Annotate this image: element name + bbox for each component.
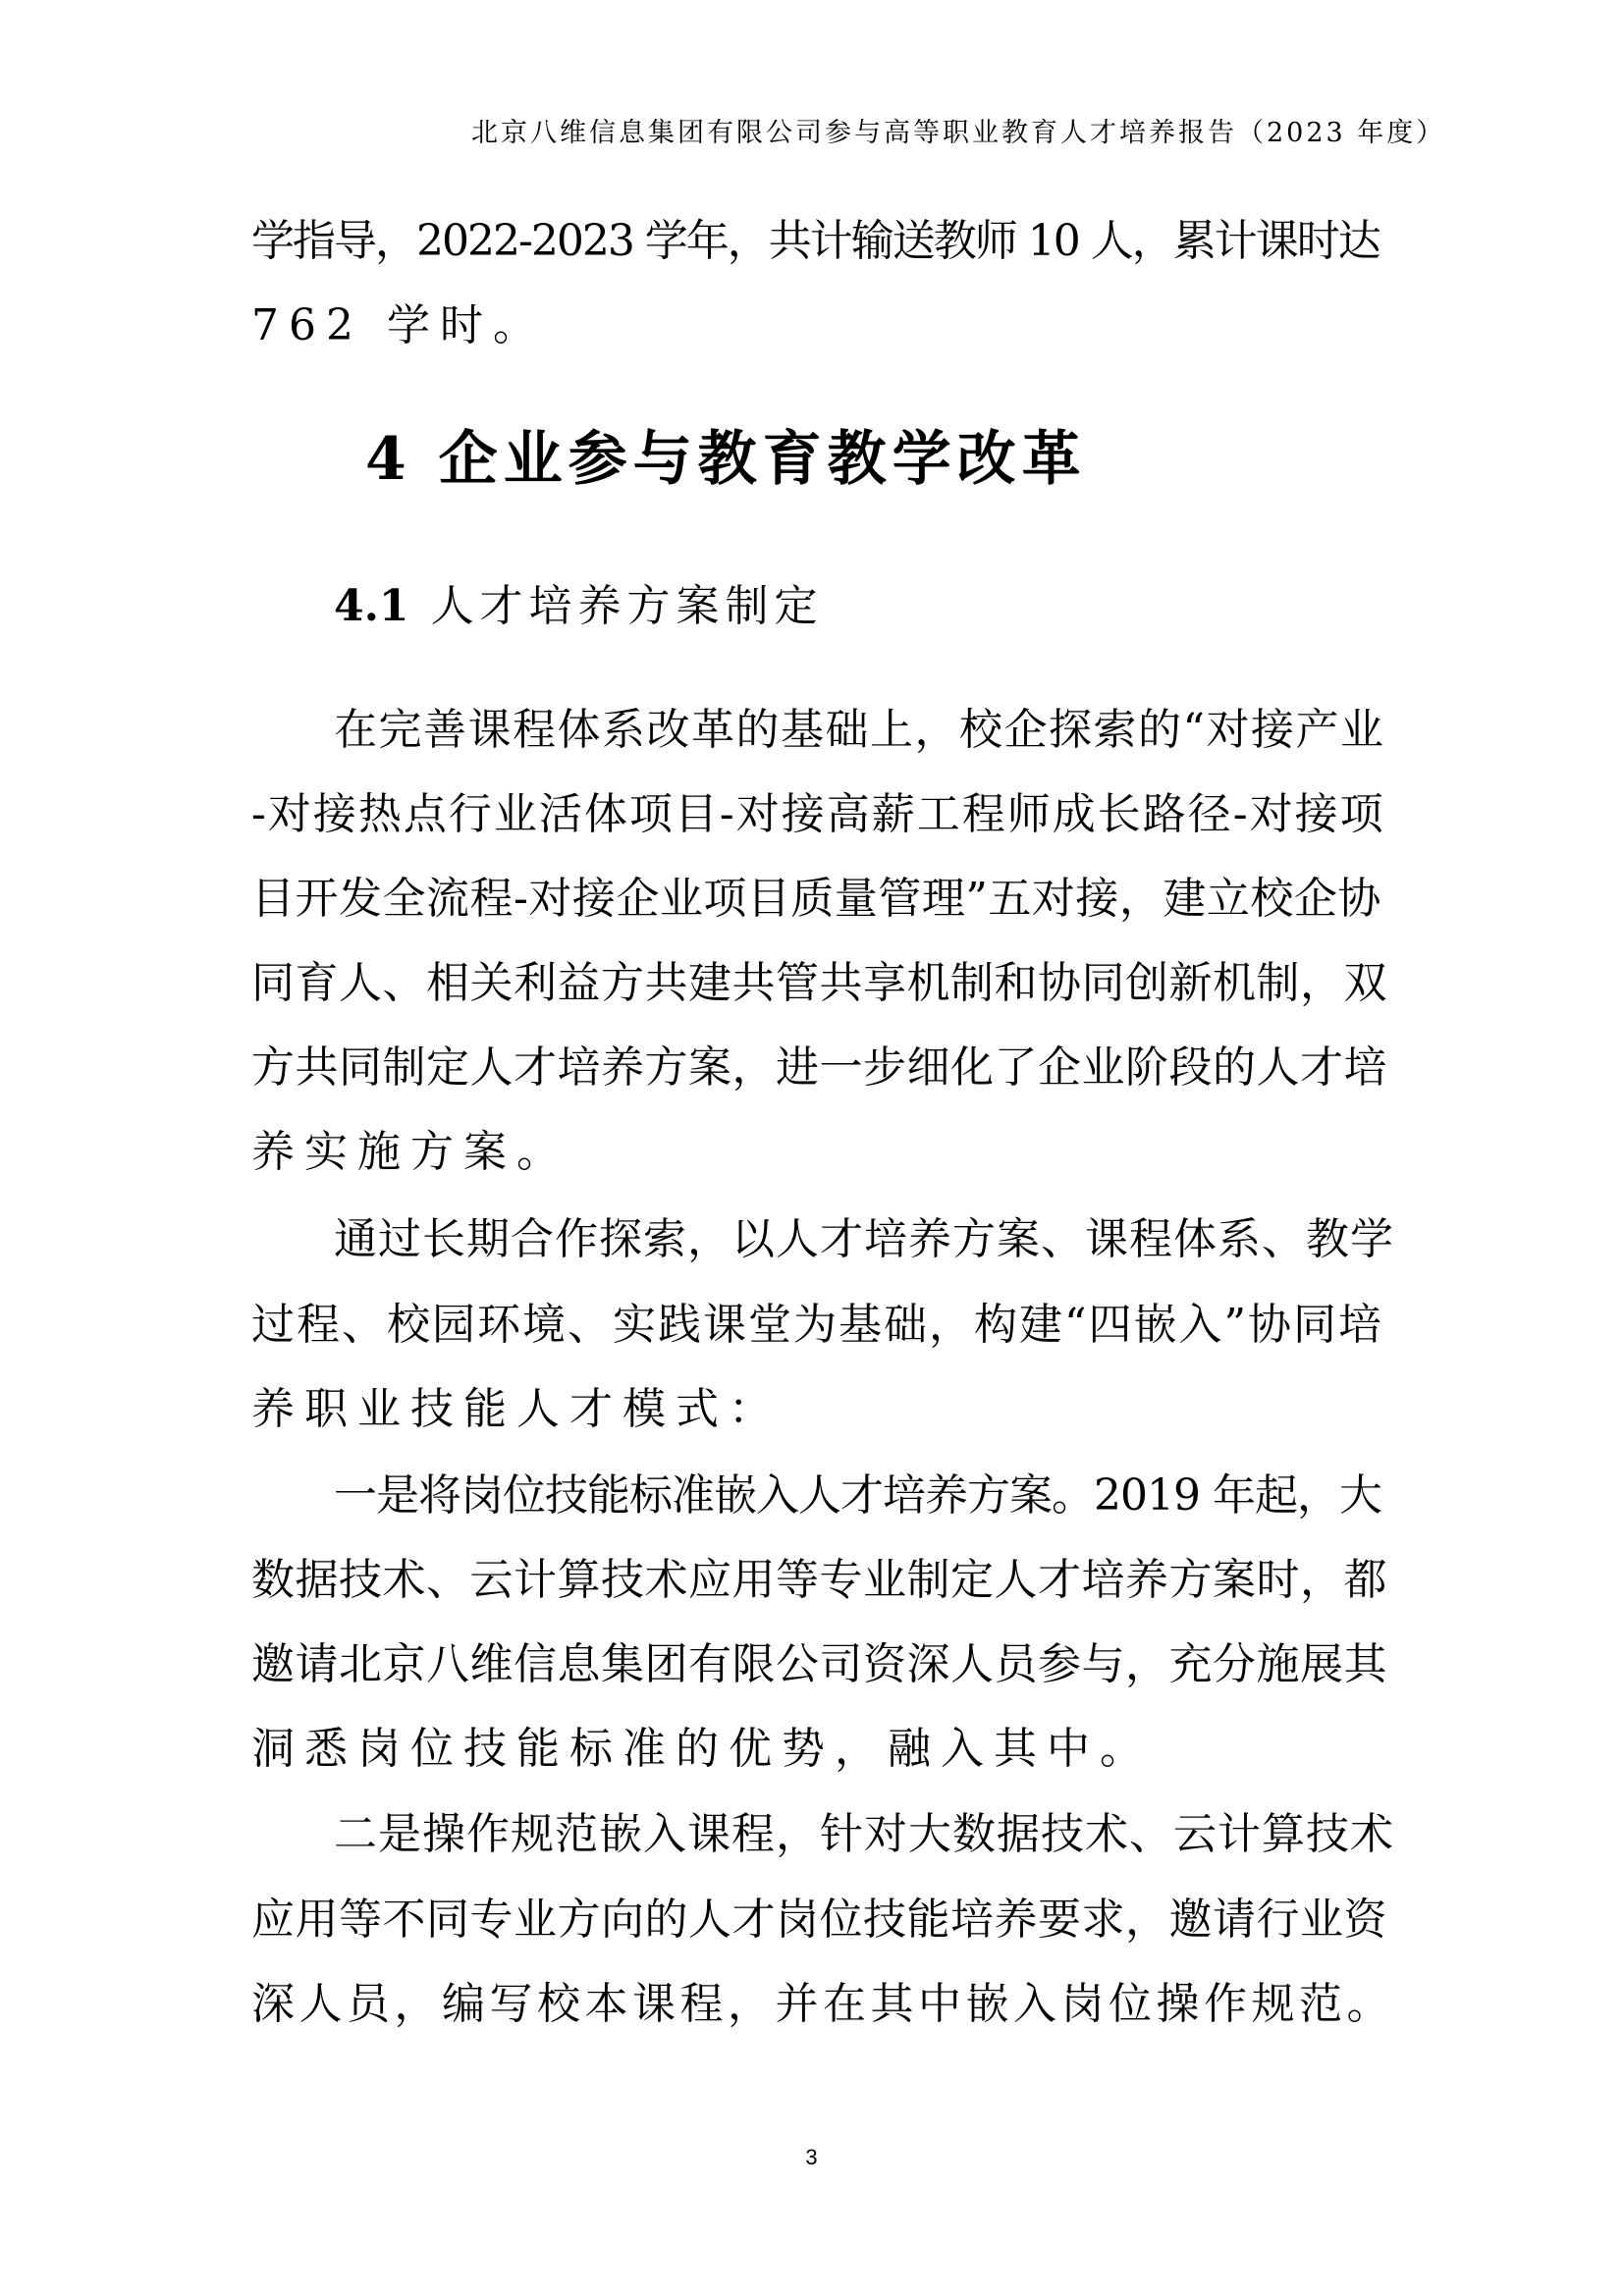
paragraph-1-line-5: 方共同制定人才培养方案，进一步细化了企业阶段的人才培: [251, 1042, 1387, 1093]
continuation-line-2: 762 学时。: [251, 300, 546, 350]
continuation-line-1: 学指导，2022-2023 学年，共计输送教师 10 人，累计课时达: [251, 216, 1380, 266]
paragraph-4-line-1: 二是操作规范嵌入课程，针对大数据技术、云计算技术: [334, 1809, 1394, 1859]
running-header: 北京八维信息集团有限公司参与高等职业教育人才培养报告（2023 年度）: [471, 118, 1446, 148]
paragraph-2-line-1: 通过长期合作探索，以人才培养方案、课程体系、教学: [334, 1214, 1394, 1264]
section-title: 人才培养方案制定: [430, 581, 824, 631]
chapter-heading: 4 企业参与教育教学改革: [365, 425, 1087, 494]
paragraph-1-line-3: 目开发全流程-对接企业项目质量管理”五对接，建立校企协: [251, 874, 1381, 924]
paragraph-3-line-1: 一是将岗位技能标准嵌入人才培养方案。2019 年起，大: [334, 1470, 1381, 1521]
paragraph-2-line-3: 养职业技能人才模式：: [251, 1384, 782, 1434]
paragraph-4-line-2: 应用等不同专业方向的人才岗位技能培养要求，邀请行业资: [251, 1895, 1387, 1945]
paragraph-1-line-6: 养实施方案。: [251, 1127, 569, 1177]
page-number: 3: [805, 2145, 818, 2169]
paragraph-3-line-4: 洞悉岗位技能标准的优势，融入其中。: [251, 1724, 1153, 1774]
paragraph-3-line-3: 邀请北京八维信息集团有限公司资深人员参与，充分施展其: [251, 1639, 1387, 1689]
section-heading: [334, 579, 824, 634]
section-number: 4.1: [334, 581, 409, 631]
paragraph-4-line-3: 深人员，编写校本课程，并在其中嵌入岗位操作规范。: [251, 1979, 1394, 2029]
paragraph-1-line-2: -对接热点行业活体项目-对接高薪工程师成长路径-对接项: [251, 789, 1385, 839]
paragraph-3-line-2: 数据技术、云计算技术应用等专业制定人才培养方案时，都: [251, 1555, 1387, 1605]
paragraph-2-line-2: 过程、校园环境、实践课堂为基础，构建“四嵌入”协同培: [251, 1300, 1383, 1350]
paragraph-1-line-4: 同育人、相关利益方共建共管共享机制和协同创新机制，双: [251, 958, 1387, 1008]
paragraph-1-line-1: 在完善课程体系改革的基础上，校企探索的“对接产业: [334, 705, 1385, 755]
